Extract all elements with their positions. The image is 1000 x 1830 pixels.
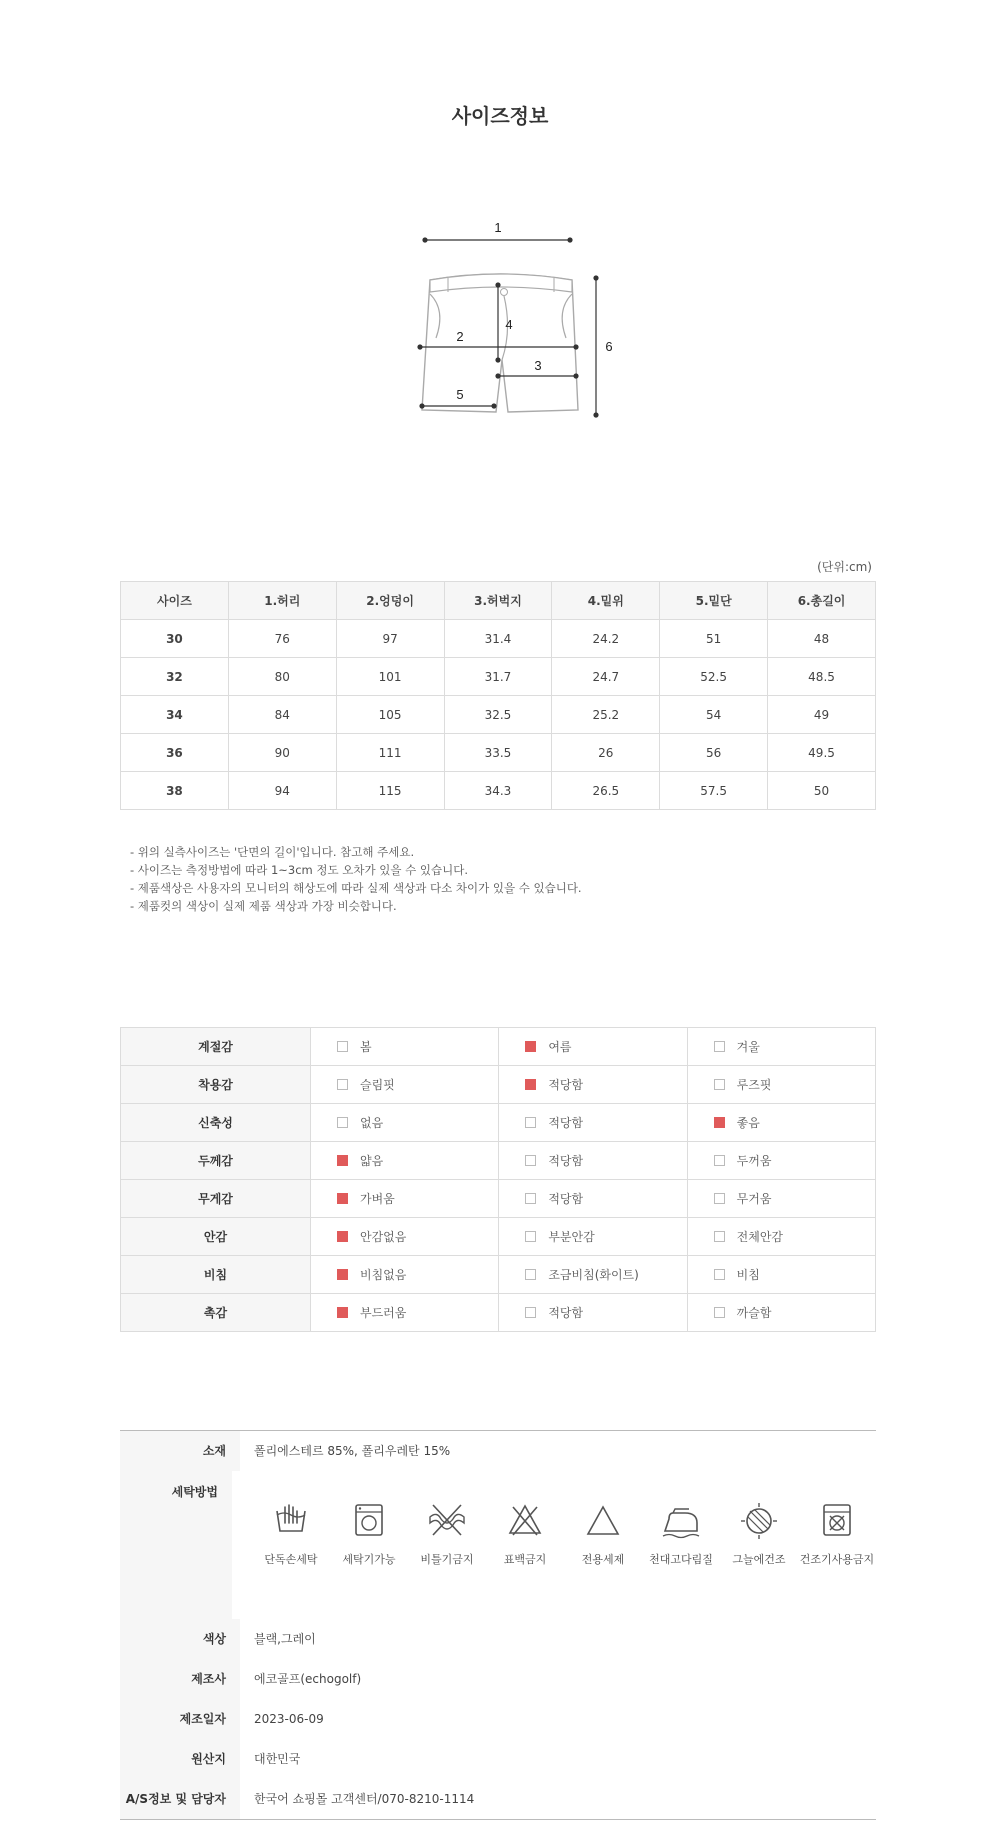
table-cell: 49 bbox=[768, 696, 876, 734]
feel-option-label: 까슬함 bbox=[736, 1306, 772, 1320]
table-cell: 34.3 bbox=[444, 772, 552, 810]
info-value: 에코골프(echogolf) bbox=[254, 1672, 362, 1686]
table-cell: 31.7 bbox=[444, 658, 552, 696]
checked-box-icon bbox=[337, 1231, 348, 1242]
note-line: - 위의 실측사이즈는 '단면의 길이'입니다. 참고해 주세요. bbox=[130, 845, 415, 859]
machine-wash-icon bbox=[349, 1501, 389, 1541]
table-cell: 97 bbox=[336, 620, 444, 658]
table-cell: 33.5 bbox=[444, 734, 552, 772]
unchecked-box-icon bbox=[525, 1231, 536, 1242]
info-row-material bbox=[120, 1431, 876, 1471]
feel-option bbox=[311, 1142, 499, 1180]
feel-option bbox=[687, 1142, 875, 1180]
no-wring-icon bbox=[427, 1501, 467, 1541]
feel-label: 착용감 bbox=[121, 1066, 311, 1104]
table-cell: 36 bbox=[121, 734, 229, 772]
info-value: 한국어 쇼핑몰 고객센터/070-8210-1114 bbox=[254, 1792, 475, 1806]
feel-option-label: 무거움 bbox=[736, 1192, 772, 1206]
unchecked-box-icon bbox=[337, 1117, 348, 1128]
table-cell: 48 bbox=[768, 620, 876, 658]
feel-row bbox=[121, 1066, 876, 1104]
feel-option bbox=[311, 1294, 499, 1332]
note-line: - 제품색상은 사용자의 모니터의 해상도에 따라 실제 색상과 다소 차이가 있을 수 있습니다. bbox=[130, 881, 582, 895]
diagram-label-5: 5 bbox=[456, 387, 464, 402]
feel-option-label: 비침 bbox=[736, 1268, 760, 1282]
info-value: 2023-06-09 bbox=[254, 1712, 324, 1726]
checked-box-icon bbox=[337, 1307, 348, 1318]
table-row bbox=[121, 620, 876, 658]
feel-label: 촉감 bbox=[121, 1294, 311, 1332]
table-cell: 105 bbox=[336, 696, 444, 734]
size-table bbox=[120, 581, 876, 810]
feel-option bbox=[499, 1256, 687, 1294]
unchecked-box-icon bbox=[714, 1155, 725, 1166]
feel-option-label: 얇음 bbox=[360, 1154, 384, 1168]
diagram-label-6: 6 bbox=[605, 339, 613, 354]
unchecked-box-icon bbox=[714, 1269, 725, 1280]
feel-option bbox=[499, 1028, 687, 1066]
feel-row bbox=[121, 1256, 876, 1294]
feel-option-label: 안감없음 bbox=[360, 1230, 407, 1244]
table-cell: 90 bbox=[228, 734, 336, 772]
column-header: 2.엉덩이 bbox=[336, 582, 444, 620]
feel-option bbox=[687, 1028, 875, 1066]
feel-row bbox=[121, 1218, 876, 1256]
note-line: - 사이즈는 측정방법에 따라 1~3cm 정도 오차가 있을 수 있습니다. bbox=[130, 863, 469, 877]
page-title: 사이즈정보 bbox=[451, 104, 549, 128]
feel-option-label: 전체안감 bbox=[736, 1230, 784, 1244]
wash-method-list bbox=[232, 1471, 876, 1619]
feel-option-label: 부드러움 bbox=[360, 1306, 407, 1320]
table-cell: 30 bbox=[121, 620, 229, 658]
no-tumble-dry-icon bbox=[817, 1501, 857, 1541]
feel-option bbox=[499, 1294, 687, 1332]
info-label: 원산지 bbox=[120, 1739, 240, 1779]
feel-option-label: 비침없음 bbox=[360, 1268, 407, 1282]
table-cell: 24.7 bbox=[552, 658, 660, 696]
feel-option bbox=[311, 1218, 499, 1256]
unchecked-box-icon bbox=[714, 1231, 725, 1242]
feel-option bbox=[687, 1218, 875, 1256]
table-cell: 94 bbox=[228, 772, 336, 810]
checked-box-icon bbox=[337, 1269, 348, 1280]
feel-option-label: 적당함 bbox=[548, 1306, 584, 1320]
wash-item bbox=[330, 1501, 408, 1567]
checked-box-icon bbox=[525, 1041, 536, 1052]
feel-option-label: 슬림핏 bbox=[360, 1078, 395, 1092]
table-cell: 34 bbox=[121, 696, 229, 734]
wash-item bbox=[720, 1501, 798, 1567]
table-row bbox=[121, 734, 876, 772]
diagram-label-4: 4 bbox=[505, 317, 513, 332]
feel-option-label: 여름 bbox=[548, 1040, 572, 1054]
wash-item-label: 그늘에건조 bbox=[732, 1553, 786, 1566]
info-row-color bbox=[120, 1619, 876, 1659]
feel-label: 비침 bbox=[121, 1256, 311, 1294]
unchecked-box-icon bbox=[525, 1193, 536, 1204]
column-header: 사이즈 bbox=[121, 582, 229, 620]
unit-note: (단위:cm) bbox=[817, 560, 872, 574]
wash-item bbox=[564, 1501, 642, 1567]
info-value: 대한민국 bbox=[254, 1752, 301, 1766]
info-label: 제조일자 bbox=[120, 1699, 240, 1739]
info-row-wash bbox=[120, 1471, 876, 1619]
feel-label: 무게감 bbox=[121, 1180, 311, 1218]
table-cell: 31.4 bbox=[444, 620, 552, 658]
feel-option-label: 적당함 bbox=[548, 1078, 584, 1092]
table-row bbox=[121, 772, 876, 810]
info-row-date bbox=[120, 1699, 876, 1739]
feel-option-label: 겨울 bbox=[736, 1040, 760, 1054]
feel-option bbox=[687, 1294, 875, 1332]
feel-option bbox=[687, 1104, 875, 1142]
checked-box-icon bbox=[337, 1193, 348, 1204]
hand-wash-icon bbox=[271, 1501, 311, 1541]
feel-option-label: 좋음 bbox=[736, 1116, 760, 1130]
table-row bbox=[121, 658, 876, 696]
table-cell: 26.5 bbox=[552, 772, 660, 810]
unchecked-box-icon bbox=[525, 1155, 536, 1166]
unchecked-box-icon bbox=[525, 1269, 536, 1280]
feel-option-label: 없음 bbox=[360, 1116, 384, 1130]
info-label: A/S정보 및 담당자 bbox=[120, 1779, 240, 1819]
neutral-detergent-icon bbox=[583, 1501, 623, 1541]
checked-box-icon bbox=[714, 1117, 725, 1128]
unchecked-box-icon bbox=[714, 1079, 725, 1090]
unchecked-box-icon bbox=[714, 1041, 725, 1052]
table-cell: 51 bbox=[660, 620, 768, 658]
table-cell: 80 bbox=[228, 658, 336, 696]
feel-option-label: 적당함 bbox=[548, 1154, 584, 1168]
wash-item-label: 천대고다림질 bbox=[649, 1553, 713, 1566]
column-header: 6.총길이 bbox=[768, 582, 876, 620]
feel-option bbox=[311, 1028, 499, 1066]
info-row-as bbox=[120, 1779, 876, 1819]
feel-option bbox=[311, 1104, 499, 1142]
table-cell: 115 bbox=[336, 772, 444, 810]
diagram-label-3: 3 bbox=[534, 358, 542, 373]
checked-box-icon bbox=[525, 1079, 536, 1090]
column-header: 4.밑위 bbox=[552, 582, 660, 620]
column-header: 5.밑단 bbox=[660, 582, 768, 620]
unchecked-box-icon bbox=[714, 1307, 725, 1318]
feel-option bbox=[499, 1180, 687, 1218]
feel-label: 두께감 bbox=[121, 1142, 311, 1180]
column-header: 3.허벅지 bbox=[444, 582, 552, 620]
wash-item-label: 세탁기가능 bbox=[342, 1553, 396, 1566]
table-cell: 76 bbox=[228, 620, 336, 658]
feel-row bbox=[121, 1028, 876, 1066]
table-cell: 25.2 bbox=[552, 696, 660, 734]
feel-option bbox=[311, 1256, 499, 1294]
feel-option bbox=[311, 1066, 499, 1104]
feel-option bbox=[499, 1142, 687, 1180]
feel-row bbox=[121, 1294, 876, 1332]
note-line: - 제품컷의 색상이 실제 제품 색상과 가장 비슷합니다. bbox=[130, 899, 397, 913]
wash-item bbox=[486, 1501, 564, 1567]
feel-option-label: 부분안감 bbox=[548, 1230, 595, 1244]
fabric-feel-table bbox=[120, 1027, 876, 1332]
wash-item bbox=[408, 1501, 486, 1567]
product-info bbox=[120, 1430, 876, 1820]
unchecked-box-icon bbox=[337, 1079, 348, 1090]
table-cell: 56 bbox=[660, 734, 768, 772]
wash-icons bbox=[246, 1471, 876, 1567]
table-cell: 38 bbox=[121, 772, 229, 810]
wash-item-label: 전용세제 bbox=[581, 1553, 625, 1566]
diagram-label-1: 1 bbox=[494, 220, 502, 235]
table-cell: 50 bbox=[768, 772, 876, 810]
table-cell: 101 bbox=[336, 658, 444, 696]
wash-item-label: 건조기사용금지 bbox=[799, 1553, 875, 1566]
feel-label: 안감 bbox=[121, 1218, 311, 1256]
feel-option-label: 두꺼움 bbox=[736, 1154, 772, 1168]
info-row-origin bbox=[120, 1739, 876, 1779]
info-label: 소재 bbox=[120, 1431, 240, 1471]
info-value: 폴리에스테르 85%, 폴리우레탄 15% bbox=[254, 1444, 451, 1458]
feel-option-label: 가벼움 bbox=[360, 1192, 395, 1206]
unchecked-box-icon bbox=[337, 1041, 348, 1052]
feel-row bbox=[121, 1142, 876, 1180]
wash-item-label: 표백금지 bbox=[503, 1553, 547, 1566]
feel-option bbox=[687, 1066, 875, 1104]
wash-item bbox=[798, 1501, 876, 1567]
table-cell: 32.5 bbox=[444, 696, 552, 734]
info-value: 블랙,그레이 bbox=[254, 1632, 316, 1646]
wash-item-label: 비틀기금지 bbox=[420, 1553, 474, 1566]
feel-label: 신축성 bbox=[121, 1104, 311, 1142]
feel-row bbox=[121, 1180, 876, 1218]
table-cell: 84 bbox=[228, 696, 336, 734]
table-cell: 57.5 bbox=[660, 772, 768, 810]
info-label: 세탁방법 bbox=[120, 1471, 232, 1619]
table-cell: 111 bbox=[336, 734, 444, 772]
diagram-label-2: 2 bbox=[456, 329, 464, 344]
feel-label: 계절감 bbox=[121, 1028, 311, 1066]
info-row-maker bbox=[120, 1659, 876, 1699]
feel-option bbox=[499, 1104, 687, 1142]
table-cell: 54 bbox=[660, 696, 768, 734]
checked-box-icon bbox=[337, 1155, 348, 1166]
feel-option-label: 조금비침(화이트) bbox=[548, 1268, 639, 1282]
shade-dry-icon bbox=[739, 1501, 779, 1541]
wash-item-label: 단독손세탁 bbox=[264, 1553, 318, 1566]
feel-option bbox=[311, 1180, 499, 1218]
table-cell: 24.2 bbox=[552, 620, 660, 658]
wash-item bbox=[642, 1501, 720, 1567]
feel-option bbox=[499, 1066, 687, 1104]
table-cell: 49.5 bbox=[768, 734, 876, 772]
table-cell: 26 bbox=[552, 734, 660, 772]
unchecked-box-icon bbox=[525, 1117, 536, 1128]
feel-option-label: 봄 bbox=[360, 1040, 372, 1054]
column-header: 1.허리 bbox=[228, 582, 336, 620]
feel-option-label: 적당함 bbox=[548, 1116, 584, 1130]
feel-row bbox=[121, 1104, 876, 1142]
info-label: 색상 bbox=[120, 1619, 240, 1659]
table-row bbox=[121, 696, 876, 734]
feel-option bbox=[499, 1218, 687, 1256]
unchecked-box-icon bbox=[714, 1193, 725, 1204]
size-table-header bbox=[121, 582, 876, 620]
size-notes bbox=[130, 843, 582, 915]
unchecked-box-icon bbox=[525, 1307, 536, 1318]
feel-option-label: 적당함 bbox=[548, 1192, 584, 1206]
table-cell: 48.5 bbox=[768, 658, 876, 696]
feel-option bbox=[687, 1180, 875, 1218]
table-cell: 52.5 bbox=[660, 658, 768, 696]
iron-cloth-icon bbox=[661, 1501, 701, 1541]
feel-option bbox=[687, 1256, 875, 1294]
feel-option-label: 루즈핏 bbox=[736, 1078, 772, 1092]
info-label: 제조사 bbox=[120, 1659, 240, 1699]
wash-item bbox=[252, 1501, 330, 1567]
shorts-measure-diagram bbox=[400, 210, 620, 430]
table-cell: 32 bbox=[121, 658, 229, 696]
no-bleach-icon bbox=[505, 1501, 545, 1541]
